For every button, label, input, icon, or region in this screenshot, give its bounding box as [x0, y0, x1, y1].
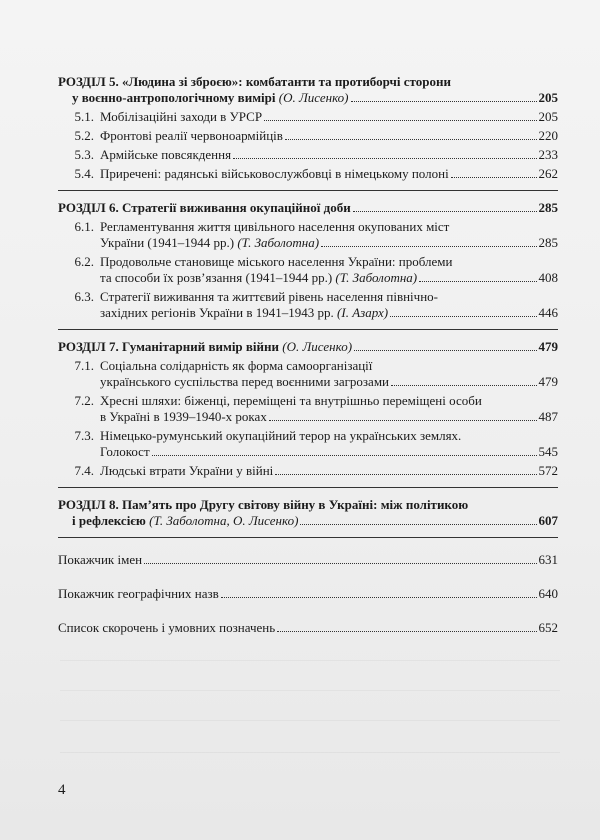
page-ref: 262	[538, 166, 558, 181]
page-ref: 640	[538, 586, 558, 601]
section-author: (Т. Заболотна, О. Лисенко)	[149, 513, 299, 528]
item-title	[100, 463, 273, 479]
dot-leader	[233, 158, 536, 159]
dot-leader	[351, 101, 537, 102]
dot-leader	[419, 281, 536, 282]
page-ref: 652	[538, 620, 558, 635]
item-body	[100, 166, 558, 182]
dot-leader	[354, 350, 536, 351]
section-heading[interactable]	[58, 339, 558, 355]
page-ref: 446	[538, 305, 558, 320]
index-label: Список скорочень і умовних позначень	[58, 620, 276, 635]
section-heading-line: РОЗДІЛ 8. Пам’ять про Другу світову війну в Україні: між політикою	[58, 497, 469, 512]
toc-item[interactable]	[58, 147, 558, 163]
section-heading-line: РОЗДІЛ 5. «Людина зі зброєю»: комбатанти та протиборчі сторони	[58, 74, 451, 89]
item-number: 5.4.	[74, 166, 94, 181]
item-body	[100, 463, 558, 479]
section-heading[interactable]	[58, 200, 558, 216]
index-entry[interactable]	[58, 620, 558, 636]
section-heading-tail: РОЗДІЛ 7. Гуманітарний вимір війни	[58, 339, 280, 354]
item-entry	[100, 409, 558, 425]
item-title-line: та способи їх розв’язання (1941–1944 рр.)	[100, 270, 333, 285]
dot-leader	[221, 597, 537, 598]
dot-leader	[353, 211, 537, 212]
section-heading-entry	[58, 200, 558, 216]
item-title	[100, 444, 150, 460]
page-ref: 572	[538, 463, 558, 478]
dot-leader	[300, 524, 536, 525]
page-ref: 205	[538, 90, 558, 105]
item-title	[100, 235, 319, 251]
toc-item[interactable]	[58, 289, 558, 321]
item-number: 7.2.	[74, 393, 94, 408]
item-number: 5.2.	[74, 128, 94, 143]
item-body	[100, 254, 558, 286]
page-ref: 285	[538, 200, 558, 215]
item-number: 5.1.	[74, 109, 94, 124]
index-label: Покажчик географічних назв	[58, 586, 219, 601]
toc-item[interactable]	[58, 463, 558, 479]
item-body	[100, 358, 558, 390]
section-author: (О. Лисенко)	[278, 90, 349, 105]
item-body	[100, 428, 558, 460]
section-heading-entry	[58, 339, 558, 355]
item-number: 6.1.	[74, 219, 94, 234]
item-number: 7.1.	[74, 358, 94, 373]
table-of-contents	[58, 74, 558, 636]
item-title-line: західних регіонів України в 1941–1943 рр.	[100, 305, 334, 320]
page-ref: 545	[538, 444, 558, 459]
section-divider	[58, 487, 558, 488]
item-title-line: Стратегії виживання та життєвий рівень населення північно-	[100, 289, 438, 304]
item-title-line: Продовольче становище міського населення України: проблеми	[100, 254, 453, 269]
item-number: 7.4.	[74, 463, 94, 478]
item-title-line: Німецько-румунський окупаційний терор на українських землях.	[100, 428, 462, 443]
dot-leader	[321, 246, 536, 247]
section-heading-entry	[58, 90, 558, 106]
toc-section	[58, 200, 558, 321]
toc-item[interactable]	[58, 128, 558, 144]
toc-item[interactable]	[58, 428, 558, 460]
page-ref: 408	[538, 270, 558, 285]
item-title-line: Мобілізаційні заходи в УРСР	[100, 109, 263, 124]
dot-leader	[152, 455, 537, 456]
toc-item[interactable]	[58, 393, 558, 425]
dot-leader	[144, 563, 536, 564]
item-entry	[100, 463, 558, 479]
section-divider	[58, 329, 558, 330]
section-heading[interactable]	[58, 497, 558, 529]
item-title-line: Голокост	[100, 444, 150, 459]
dot-leader	[391, 385, 536, 386]
page-ref: 233	[538, 147, 558, 162]
page-ref: 487	[538, 409, 558, 424]
dot-leader	[285, 139, 537, 140]
item-entry	[100, 147, 558, 163]
item-entry	[100, 235, 558, 251]
index-entry[interactable]	[58, 586, 558, 602]
dot-leader	[264, 120, 536, 121]
page-ref: 285	[538, 235, 558, 250]
page-number: 4	[58, 782, 66, 798]
section-heading-text	[58, 339, 352, 355]
item-title	[100, 128, 283, 144]
item-title	[100, 374, 389, 390]
index-label: Покажчик імен	[58, 552, 143, 567]
toc-section	[58, 339, 558, 479]
toc-section	[58, 74, 558, 182]
dot-leader	[390, 316, 536, 317]
section-author: (О. Лисенко)	[282, 339, 353, 354]
item-title-line: Регламентування життя цивільного населення окупованих міст	[100, 219, 450, 234]
section-heading[interactable]	[58, 74, 558, 106]
toc-item[interactable]	[58, 254, 558, 286]
item-body	[100, 393, 558, 425]
item-body	[100, 147, 558, 163]
item-title	[100, 270, 417, 286]
item-number: 7.3.	[74, 428, 94, 443]
dot-leader	[451, 177, 537, 178]
item-number: 6.3.	[74, 289, 94, 304]
toc-item[interactable]	[58, 109, 558, 125]
item-entry	[100, 444, 558, 460]
index-entry[interactable]	[58, 552, 558, 568]
section-heading-text	[58, 200, 351, 216]
section-heading-text	[72, 90, 349, 106]
section-heading-text	[72, 513, 298, 529]
toc-item[interactable]	[58, 219, 558, 251]
item-title-line: українського суспільства перед воєнними загрозами	[100, 374, 390, 389]
item-author: (І. Азарх)	[337, 305, 389, 320]
item-title-line: Хресні шляхи: біженці, переміщені та внутрішньо переміщені особи	[100, 393, 482, 408]
item-title-line: Людські втрати України у війні	[100, 463, 274, 478]
item-body	[100, 289, 558, 321]
page-ref: 631	[538, 552, 558, 567]
section-heading-tail: РОЗДІЛ 6. Стратегії виживання окупаційної доби	[58, 200, 351, 215]
section-heading-entry	[58, 513, 558, 529]
item-body	[100, 128, 558, 144]
item-number: 5.3.	[74, 147, 94, 162]
item-entry	[100, 305, 558, 321]
section-heading-tail: і рефлексією	[72, 513, 146, 528]
item-body	[100, 109, 558, 125]
page-ref: 205	[538, 109, 558, 124]
item-title-line: Приречені: радянські військовослужбовці в німецькому полоні	[100, 166, 449, 181]
dot-leader	[277, 631, 536, 632]
toc-item[interactable]	[58, 358, 558, 390]
item-entry	[100, 374, 558, 390]
item-entry	[100, 166, 558, 182]
item-entry	[100, 128, 558, 144]
item-title-line: Армійське повсякдення	[100, 147, 232, 162]
section-divider	[58, 537, 558, 538]
item-number: 6.2.	[74, 254, 94, 269]
toc-item[interactable]	[58, 166, 558, 182]
section-heading-tail: у воєнно-антропологічному вимірі	[72, 90, 276, 105]
page-ref: 220	[538, 128, 558, 143]
page-ref: 607	[538, 513, 558, 528]
item-title	[100, 147, 231, 163]
item-body	[100, 219, 558, 251]
section-divider	[58, 190, 558, 191]
dot-leader	[275, 474, 536, 475]
item-title-line: України (1941–1944 рр.)	[100, 235, 235, 250]
item-entry	[100, 109, 558, 125]
item-author: (Т. Заболотна)	[237, 235, 320, 250]
item-title	[100, 305, 388, 321]
item-title	[100, 166, 449, 182]
item-title	[100, 409, 267, 425]
item-title-line: Фронтові реалії червоноармійців	[100, 128, 283, 143]
item-title	[100, 109, 262, 125]
item-title-line: в Україні в 1939–1940-х роках	[100, 409, 267, 424]
item-title-line: Соціальна солідарність як форма самоорганізації	[100, 358, 373, 373]
page-ref: 479	[538, 374, 558, 389]
item-author: (Т. Заболотна)	[335, 270, 418, 285]
page-ref: 479	[538, 339, 558, 354]
item-entry	[100, 270, 558, 286]
dot-leader	[269, 420, 537, 421]
toc-section	[58, 497, 558, 529]
